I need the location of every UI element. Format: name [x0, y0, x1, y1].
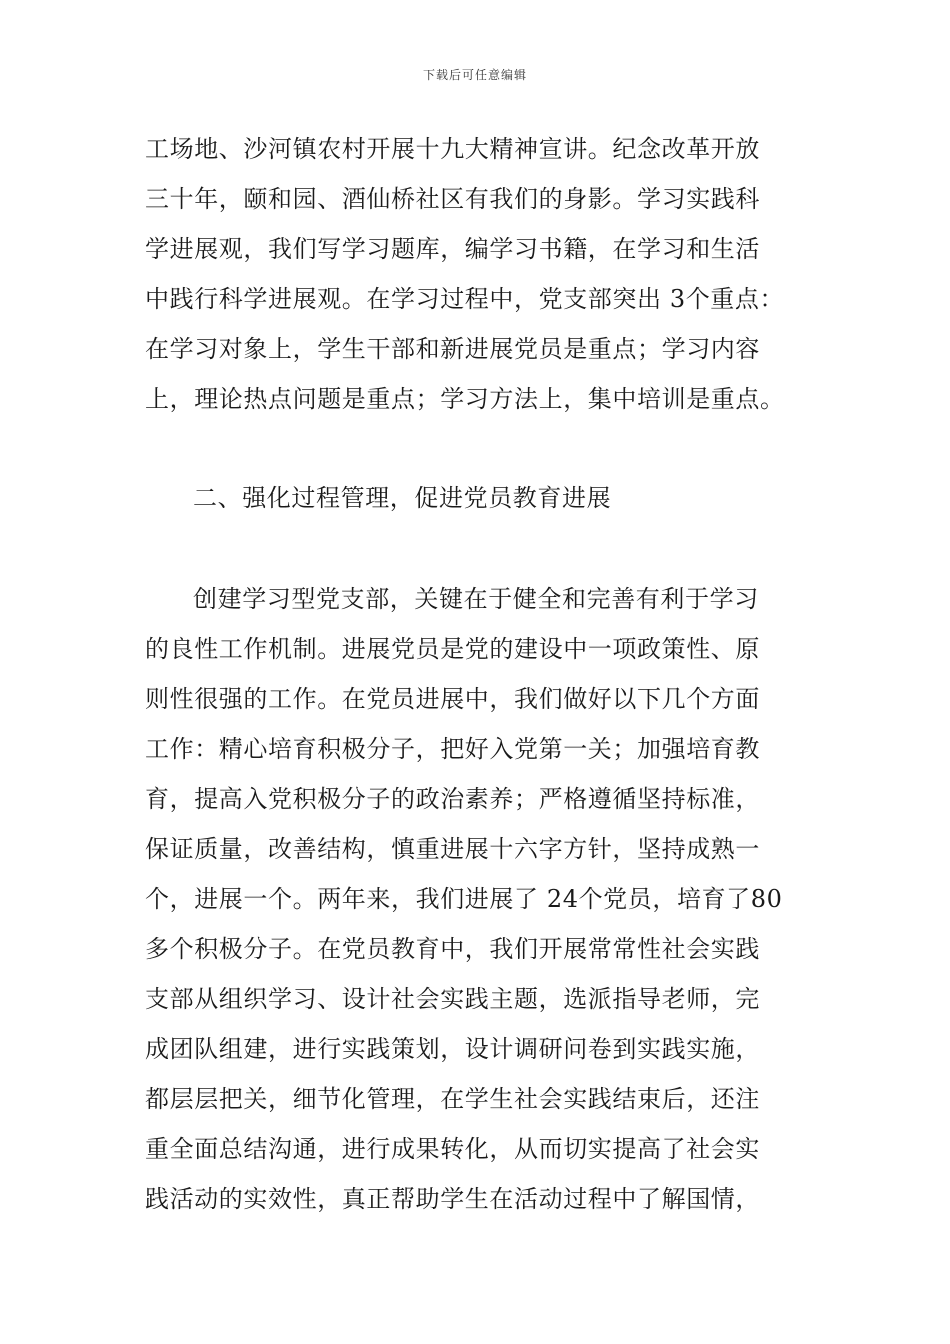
paragraph-2	[145, 574, 825, 1224]
paragraph-line: 学进展观，我们写学习题库，编学习书籍，在学习和生活	[145, 235, 760, 263]
paragraph-line: 践活动的实效性，真正帮助学生在活动过程中了解国情，	[145, 1185, 760, 1213]
paragraph-line: 保证质量，改善结构，慎重进展十六字方针，坚持成熟一	[145, 835, 760, 863]
paragraph-line: 中践行科学进展观。在学习过程中，党支部突出 3个重点：	[145, 285, 785, 313]
paragraph-line: 工场地、沙河镇农村开展十九大精神宣讲。纪念改革开放	[145, 135, 760, 163]
paragraph-line: 个，进展一个。两年来，我们进展了 24个党员，培育了80	[145, 885, 783, 913]
paragraph-line: 育，提高入党积极分子的政治素养；严格遵循坚持标准，	[145, 785, 760, 813]
section-heading: 二、强化过程管理，促进党员教育进展	[193, 484, 612, 512]
paragraph-line: 在学习对象上，学生干部和新进展党员是重点；学习内容	[145, 335, 760, 363]
paragraph-line: 多个积极分子。在党员教育中，我们开展常常性社会实践	[145, 935, 760, 963]
paragraph-1	[145, 124, 825, 424]
paragraph-line: 工作：精心培育积极分子，把好入党第一关；加强培育教	[145, 735, 760, 763]
paragraph-line: 都层层把关，细节化管理，在学生社会实践结束后，还注	[145, 1085, 760, 1113]
header-note: 下载后可任意编辑	[422, 68, 527, 82]
paragraph-line: 创建学习型党支部，关键在于健全和完善有利于学习	[193, 585, 759, 613]
paragraph-line: 上，理论热点问题是重点；学习方法上，集中培训是重点。	[145, 385, 785, 413]
paragraph-line: 的良性工作机制。进展党员是党的建设中一项政策性、原	[145, 635, 760, 663]
paragraph-line: 重全面总结沟通，进行成果转化，从而切实提高了社会实	[145, 1135, 760, 1163]
paragraph-line: 支部从组织学习、设计社会实践主题，选派指导老师，完	[145, 985, 760, 1013]
paragraph-line: 三十年，颐和园、酒仙桥社区有我们的身影。学习实践科	[145, 185, 760, 213]
paragraph-line: 成团队组建，进行实践策划，设计调研问卷到实践实施，	[145, 1035, 760, 1063]
paragraph-line: 则性很强的工作。在党员进展中，我们做好以下几个方面	[145, 685, 760, 713]
